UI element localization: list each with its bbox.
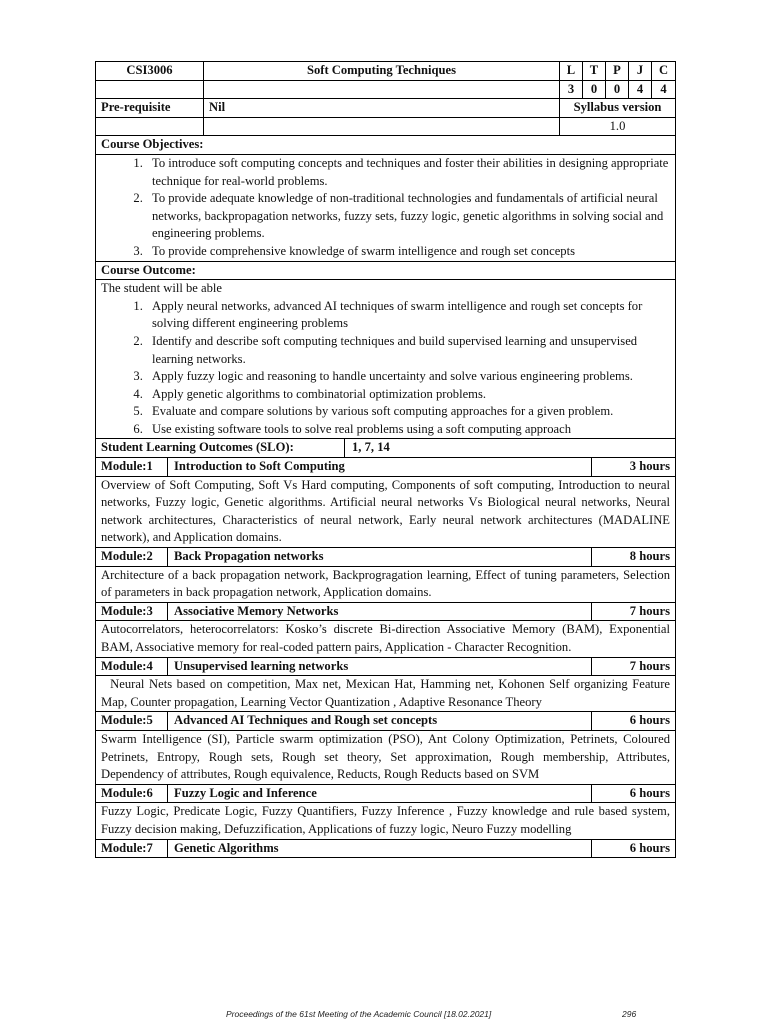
module-number: Module:1 <box>96 458 168 476</box>
outcomes-heading: Course Outcome: <box>96 261 676 280</box>
prereq-value: Nil <box>204 99 560 118</box>
ltpjc-header-t: T <box>583 62 606 81</box>
module-header-row <box>96 839 676 858</box>
version-row <box>96 117 676 136</box>
ltpjc-value-j: 4 <box>629 80 652 99</box>
slo-value: 1, 7, 14 <box>352 440 390 455</box>
module-content-row <box>96 476 676 547</box>
outcomes-heading-row <box>96 261 676 280</box>
ltpjc-value-t: 0 <box>583 80 606 99</box>
ltpjc-header-l: L <box>560 62 583 81</box>
slo-row <box>96 439 676 458</box>
module-header <box>96 548 676 567</box>
module-content: Fuzzy Logic, Predicate Logic, Fuzzy Quantifiers, Fuzzy Inference , Fuzzy knowledge and rule based system, Fuzzy decision making, Defuzzification, Applications of fuzzy logic, Neuro Fuzzy modelling <box>96 803 676 839</box>
module-hours: 7 hours <box>629 658 670 673</box>
prereq-label: Pre-requisite <box>96 99 204 118</box>
module-header-row <box>96 548 676 567</box>
module-content-row <box>96 621 676 657</box>
module-content: Autocorrelators, heterocorrelators: Kosko’s discrete Bi-direction Associative Memory (BAM), Exponential BAM, Associative memory for real-coded pattern pairs, Application - Character Recognition. <box>96 621 676 657</box>
module-content: Swarm Intelligence (SI), Particle swarm optimization (PSO), Ant Colony Optimization, Petrinets, Coloured Petrinets, Entropy, Rough sets, Rough set theory, Set approximation, Rough membership, Attributes, Dependency of attributes, Rough equivalence, Reducts, Rough Reducts based on SVM <box>96 730 676 784</box>
module-hours: 6 hours <box>629 840 670 855</box>
module-content-row <box>96 566 676 602</box>
course-code: CSI3006 <box>96 62 204 81</box>
slo-cell <box>96 439 676 458</box>
module-number: Module:3 <box>96 603 168 621</box>
module-number: Module:2 <box>96 548 168 566</box>
module-number: Module:4 <box>96 658 168 676</box>
module-number: Module:6 <box>96 785 168 803</box>
prereq-row <box>96 99 676 118</box>
module-content-row <box>96 803 676 839</box>
version-empty-2 <box>204 117 560 136</box>
module-header-row <box>96 712 676 731</box>
outcome-item: 2. Identify and describe soft computing techniques and build supervised learning and unsupervised learning networks. <box>146 333 670 368</box>
credits-empty-2 <box>204 80 560 99</box>
module-title: Back Propagation networks <box>168 548 592 566</box>
objectives-row <box>96 154 676 261</box>
module-header <box>96 712 676 731</box>
ltpjc-value-c: 4 <box>652 80 676 99</box>
module-title: Unsupervised learning networks <box>168 658 592 676</box>
syllabus-table <box>95 61 676 858</box>
module-header-row <box>96 458 676 477</box>
module-content-row <box>96 676 676 712</box>
objective-item: 2. To provide adequate knowledge of non-traditional technologies and fundamentals of artificial neural networks, backpropagation networks, fuzzy sets, fuzzy logic, genetic algorithms in solving social and engineering problems. <box>146 190 670 243</box>
version-empty-1 <box>96 117 204 136</box>
module-content-row <box>96 730 676 784</box>
credits-empty-1 <box>96 80 204 99</box>
page-number: 296 <box>622 1009 637 1019</box>
ltpjc-header-j: J <box>629 62 652 81</box>
outcomes-list <box>101 298 670 439</box>
ltpjc-header-c: C <box>652 62 676 81</box>
module-header-row <box>96 784 676 803</box>
credits-row <box>96 80 676 99</box>
outcome-item: 4. Apply genetic algorithms to combinatorial optimization problems. <box>146 386 670 404</box>
module-content: Architecture of a back propagation network, Backprogragation learning, Effect of tuning parameters, Selection of parameters in back propagation network, Application domains. <box>96 566 676 602</box>
course-title: Soft Computing Techniques <box>204 62 560 81</box>
objectives-heading: Course Objectives: <box>96 136 676 155</box>
syllabus-version-label: Syllabus version <box>560 99 676 118</box>
module-hours: 3 hours <box>629 459 670 474</box>
objectives-heading-row <box>96 136 676 155</box>
module-hours: 6 hours <box>629 785 670 800</box>
module-hours: 8 hours <box>629 549 670 564</box>
module-content: Neural Nets based on competition, Max net, Mexican Hat, Hamming net, Kohonen Self organizing Feature Map, Counter propagation, Learning Vector Quantization , Adaptive Resonance Theory <box>96 676 676 712</box>
proceedings-note: Proceedings of the 61st Meeting of the Academic Council [18.02.2021] <box>226 1009 492 1019</box>
module-title: Fuzzy Logic and Inference <box>168 785 592 803</box>
module-title: Introduction to Soft Computing <box>168 458 592 476</box>
module-header <box>96 458 676 477</box>
ltpjc-header-p: P <box>606 62 629 81</box>
course-header-row <box>96 62 676 81</box>
objectives-cell <box>96 154 676 261</box>
module-title: Associative Memory Networks <box>168 603 592 621</box>
objective-item: 3. To provide comprehensive knowledge of swarm intelligence and rough set concepts <box>146 243 670 261</box>
outcomes-cell <box>96 280 676 439</box>
ltpjc-value-l: 3 <box>560 80 583 99</box>
outcome-item: 5. Evaluate and compare solutions by various soft computing approaches for a given problem. <box>146 403 670 421</box>
module-header-row <box>96 657 676 676</box>
module-header <box>96 839 676 858</box>
module-hours: 7 hours <box>629 603 670 618</box>
slo-label: Student Learning Outcomes (SLO): <box>96 439 345 457</box>
module-header-row <box>96 602 676 621</box>
module-header <box>96 784 676 803</box>
module-header <box>96 602 676 621</box>
outcome-item: 3. Apply fuzzy logic and reasoning to handle uncertainty and solve various engineering problems. <box>146 368 670 386</box>
module-header <box>96 657 676 676</box>
module-hours: 6 hours <box>629 713 670 728</box>
module-number: Module:7 <box>96 840 168 858</box>
module-number: Module:5 <box>96 712 168 730</box>
outcomes-intro: The student will be able <box>101 281 223 296</box>
objective-item: 1. To introduce soft computing concepts and techniques and foster their abilities in designing appropriate technique for real-world problems. <box>146 155 670 190</box>
module-content: Overview of Soft Computing, Soft Vs Hard computing, Components of soft computing, Introduction to neural networks, Fuzzy logic, Genetic algorithms. Artificial neural networks Vs Biological neural networks, Neural network architectures, Characteristics of neural network, Early neural network architectures (MADALINE network), and Application domains. <box>96 476 676 547</box>
syllabus-version-value: 1.0 <box>560 117 676 136</box>
module-title: Advanced AI Techniques and Rough set concepts <box>168 712 592 730</box>
ltpjc-value-p: 0 <box>606 80 629 99</box>
outcomes-row <box>96 280 676 439</box>
outcome-item: 6. Use existing software tools to solve real problems using a soft computing approach <box>146 421 670 439</box>
module-title: Genetic Algorithms <box>168 840 592 858</box>
outcome-item: 1. Apply neural networks, advanced AI techniques of swarm intelligence and rough set concepts for solving different engineering problems <box>146 298 670 333</box>
objectives-list <box>101 155 670 261</box>
